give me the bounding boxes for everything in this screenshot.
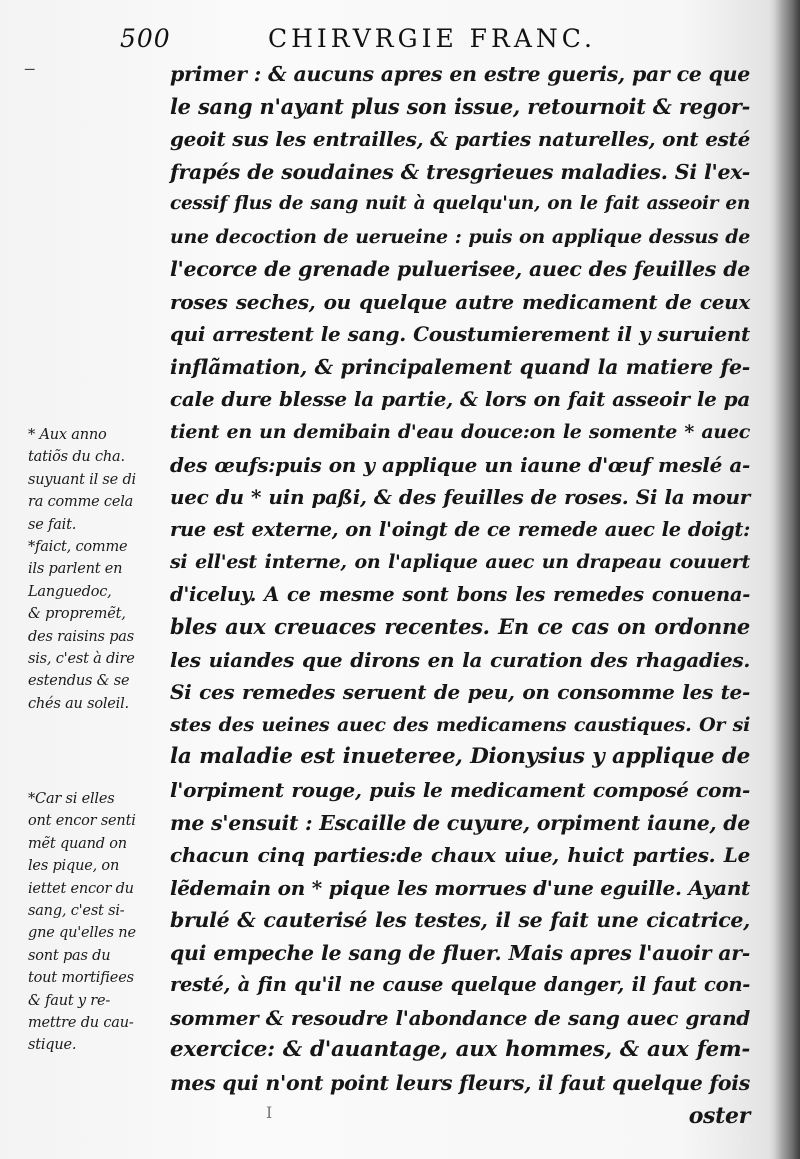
margin-note-line: ont encor senti [28, 813, 136, 830]
text-line: le sang n'ayant plus son issue, retournoit & regor- [170, 93, 750, 119]
text-line: l'orpiment rouge, puis le medicament composé com- [170, 778, 750, 803]
bottom-margin-mark: I [266, 1103, 273, 1122]
text-line: lẽdemain on * pique les morrues d'une eguille. Ayant [170, 875, 750, 900]
text-line: la maladie est inueteree, Dionysius y applique de [170, 744, 750, 770]
margin-note-line: estendus & se [28, 673, 130, 690]
margin-note-2 [28, 788, 168, 1057]
margin-note-line: stique. [28, 1037, 77, 1054]
text-line: sommer & resoudre l'abondance de sang auec grand [170, 1005, 750, 1030]
margin-note-line: * Aux anno [28, 427, 107, 443]
text-line: uec du * uin paßi, & des feuilles de roses. Si la mour [170, 485, 750, 510]
margin-note-line: iettet encor du [28, 880, 134, 897]
margin-note-line: suyuant il se di [28, 471, 136, 488]
margin-note-line: les pique, on [28, 858, 120, 875]
margin-note-line: se fait. [28, 516, 77, 533]
margin-note-line: gne qu'elles ne [28, 925, 136, 942]
running-title: CHIRVRGIE FRANC. [268, 24, 596, 53]
text-line: stes des ueines auec des medicamens caustiques. Or si [170, 713, 750, 736]
text-line: oster [688, 1102, 750, 1129]
text-line: cessif flus de sang nuit à quelqu'un, on le fait asseoir en [170, 193, 750, 215]
page-gutter-shadow [774, 0, 800, 1159]
margin-note-line: ra comme cela [28, 494, 134, 511]
margin-note-line: tout mortifiees [28, 970, 134, 987]
text-line: resté, à fin qu'il ne cause quelque danger, il faut con- [170, 973, 750, 997]
text-line: qui arrestent le sang. Coustumierement il y suruient [170, 322, 750, 347]
margin-note-line: sis, c'est à dire [28, 650, 135, 667]
margin-note-line: sang, c'est si- [28, 902, 125, 919]
text-line: brulé & cauterisé les testes, il se fait une cicatrice, [170, 908, 750, 933]
text-line: les uiandes que dirons en la curation des rhagadies. [170, 647, 750, 672]
text-line: mes qui n'ont point leurs fleurs, il faut quelque fois [170, 1070, 750, 1095]
running-head [120, 22, 760, 58]
text-line: rue est externe, on l'oingt de ce remede auec le doigt: [170, 517, 750, 541]
text-line: qui empeche le sang de fluer. Mais apres l'auoir ar- [170, 940, 750, 965]
text-line: si ell'est interne, on l'aplique auec un drapeau couuert [170, 551, 750, 574]
text-line: exercice: & d'auantage, aux hommes, & aux fem- [170, 1037, 750, 1063]
text-line: cale dure blesse la partie, & lors on fait asseoir le pa [170, 387, 750, 412]
text-line: inflãmation, & principalement quand la matiere fe- [170, 354, 750, 379]
page-number: 500 [120, 24, 171, 53]
margin-note-line: mettre du cau- [28, 1014, 134, 1031]
text-line: chacun cinq parties:de chaux uiue, huict parties. Le [170, 843, 750, 868]
margin-note-1 [28, 424, 168, 715]
margin-note-line: & propremẽt, [28, 606, 126, 623]
margin-note-line: tatiõs du cha. [28, 449, 125, 466]
text-line: l'ecorce de grenade puluerisee, auec des feuilles de [170, 257, 750, 282]
margin-note-line: & faut y re- [28, 992, 111, 1009]
text-line: une decoction de uerueine : puis on applique dessus de [170, 225, 750, 248]
text-line: geoit sus les entrailles, & parties naturelles, ont esté [170, 127, 750, 152]
text-line: Si ces remedes seruent de peu, on consomme les te- [170, 680, 750, 705]
text-line: d'iceluy. A ce mesme sont bons les remedes conuena- [170, 582, 750, 606]
text-line: roses seches, ou quelque autre medicament de ceux [170, 289, 750, 314]
text-line: frapés de soudaines & tresgrieues maladies. Si l'ex- [170, 159, 750, 184]
margin-note-line: mẽt quand on [28, 835, 127, 852]
margin-note-line: sont pas du [28, 947, 111, 964]
text-line: me s'ensuit : Escaille de cuyure, orpiment iaune, de [170, 810, 750, 835]
margin-note-line: des raisins pas [28, 628, 134, 645]
margin-note-line: *faict, comme [28, 538, 128, 555]
text-line: bles aux creuaces recentes. En ce cas on ordonne [170, 614, 750, 640]
main-text-block [170, 58, 750, 1132]
margin-note-line: chés au soleil. [28, 695, 129, 712]
text-line: tient en un demibain d'eau douce:on le somente * auec [170, 421, 750, 444]
text-line: primer : & aucuns apres en estre gueris, par ce que [170, 62, 750, 86]
margin-note-line: ils parlent en [28, 561, 123, 578]
text-line: des œufs:puis on y applique un iaune d'œuf meslé a- [170, 452, 750, 477]
margin-note-line: *Car si elles [28, 791, 115, 807]
top-margin-mark: ‒ [24, 58, 36, 79]
margin-note-line: Languedoc, [28, 583, 112, 600]
